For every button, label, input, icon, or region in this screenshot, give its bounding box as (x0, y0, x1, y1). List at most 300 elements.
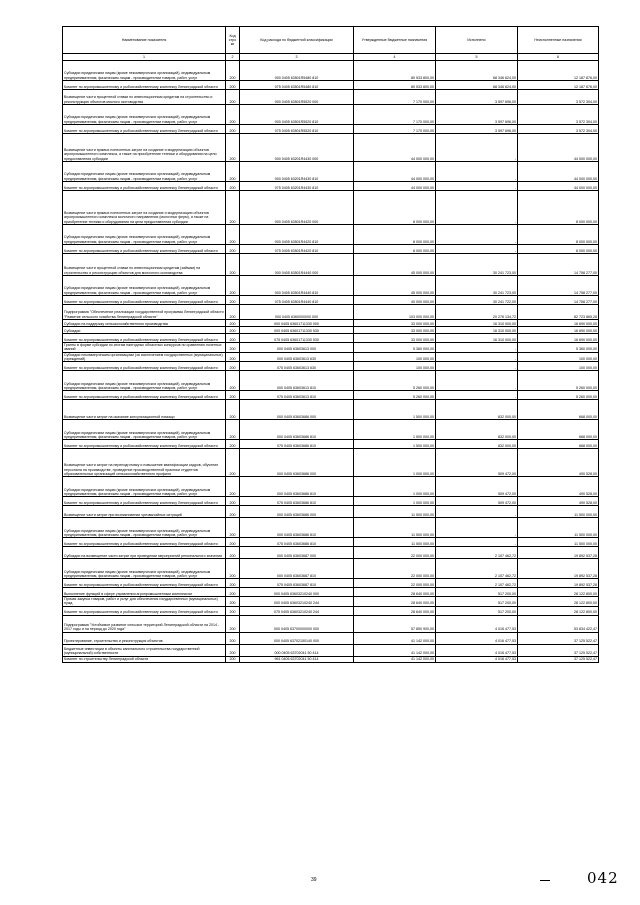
row-name-cell: Субсидии юридическим лицам (кроме некоммерческих организаций), индивидуальным предпринимателям, физическим лицам - производителям товаров, работ, услуг (63, 559, 226, 579)
row-executed-cell: - (436, 162, 518, 182)
row-remaining-cell: 44 000 000,00 (518, 162, 599, 182)
row-remaining-cell: 668 000,00 (518, 420, 599, 440)
row-kbk-cell: 000 0405 63501R4440 000 (240, 254, 354, 276)
table-row (63, 391, 599, 400)
row-approved-cell: 44 000 000,00 (354, 134, 436, 162)
table-header-row (63, 27, 599, 54)
row-kbk-cell: 000 0405 63603687 000 (240, 547, 354, 559)
row-remaining-cell: 100 000,00 (518, 362, 599, 371)
row-kbk-cell: 000 0405 63603686 810 (240, 477, 354, 497)
table-row (63, 506, 599, 518)
row-executed-cell: - (436, 182, 518, 191)
row-remaining-cell: 37 125 522,47 (518, 644, 599, 656)
row-approved-cell: 100 000,00 (354, 352, 436, 362)
row-line-code-cell: 200 (226, 538, 240, 547)
table-row (63, 245, 599, 254)
row-line-code-cell: 200 (226, 81, 240, 90)
row-name-cell: Возмещение части прямых понесенных затрат на создание и модернизацию объектов агропромышленного комплекса молочного направления (молочных ферм), а также на приобретение техники и оборудования на цели предоставления субсидии (63, 191, 226, 225)
row-kbk-cell: 075 0405 63603613 630 (240, 362, 354, 371)
row-remaining-cell: 44 000 000,00 (518, 134, 599, 162)
row-remaining-cell: 11 500 000,00 (518, 506, 599, 518)
row-name-cell: Комитет по агропромышленному и рыбохозяйственному комплексу Ленинградской области (63, 440, 226, 449)
row-name-cell: Субсидии некоммерческим организациям (за исключением государственных (муниципальных) учреждений) (63, 352, 226, 362)
row-name-cell: Возмещение части затрат на переподготовку и повышение квалификации кадров, обучение персонала на производстве, проведение производственной практики студентов образовательных организаций сельскохозяйственного профиля (63, 449, 226, 477)
row-remaining-cell: 490 528,00 (518, 449, 599, 477)
row-approved-cell: 103 000 000,00 (354, 305, 436, 320)
row-remaining-cell: 5 260 000,00 (518, 371, 599, 391)
row-name-cell: Субсидии юридическим лицам (кроме некоммерческих организаций), индивидуальным предпринимателям, физическим лицам - производителям товаров, работ, услуг (63, 518, 226, 538)
row-line-code-cell: 200 (226, 371, 240, 391)
row-executed-cell: - (436, 352, 518, 362)
report-sheet (62, 26, 598, 663)
row-remaining-cell: 3 572 304,00 (518, 105, 599, 125)
row-kbk-cell: 000 0405 63201R4430 000 (240, 134, 354, 162)
row-kbk-cell: 000 0405 63501R4440 810 (240, 276, 354, 296)
row-line-code-cell: 200 (226, 61, 240, 81)
row-line-code-cell: 200 (226, 352, 240, 362)
row-kbk-cell: 000 0405 63501R4420 810 (240, 225, 354, 245)
row-kbk-cell: 075 0405 63603686 810 (240, 440, 354, 449)
row-name-cell: Гранты в форме субсидии по итогам ежегодных областных конкурсов по сравнению почетных званий (63, 343, 226, 353)
row-line-code-cell: 200 (226, 276, 240, 296)
table-row (63, 371, 599, 391)
row-executed-cell: 517 200,00 (436, 597, 518, 607)
table-body (63, 61, 599, 663)
row-name-cell: Комитет по агропромышленному и рыбохозяйственному комплексу Ленинградской области (63, 579, 226, 588)
table-row (63, 134, 599, 162)
row-executed-cell: 3 597 696,00 (436, 90, 518, 105)
row-remaining-cell: 28 122 800,00 (518, 606, 599, 615)
table-row (63, 305, 599, 320)
table-row (63, 449, 599, 477)
table-row (63, 343, 599, 353)
row-line-code-cell: 200 (226, 506, 240, 518)
row-approved-cell: 33 000 000,00 (354, 327, 436, 334)
row-kbk-cell: 000 0405 63702150140 000 (240, 632, 354, 644)
row-name-cell: Бюджетные инвестиции в объекты капитального строительства государственной (муниципальной) собственности (63, 644, 226, 656)
row-remaining-cell: 100 000,00 (518, 352, 599, 362)
row-name-cell: Комитет по агропромышленному и рыбохозяйственному комплексу Ленинградской области (63, 125, 226, 134)
row-executed-cell: - (436, 225, 518, 245)
row-approved-cell: 1 500 000,00 (354, 400, 436, 420)
row-kbk-cell: 075 0405 63501R4440 810 (240, 296, 354, 305)
table-row (63, 320, 599, 327)
row-remaining-cell: 490 528,00 (518, 477, 599, 497)
row-line-code-cell: 200 (226, 320, 240, 327)
row-line-code-cell: 200 (226, 588, 240, 597)
header-remaining: Неисполненные назначения (518, 27, 599, 54)
row-name-cell: Субсидии юридическим лицам (кроме некоммерческих организаций), индивидуальным предпринимателям, физическим лицам - производителям товаров, работ, услуг (63, 371, 226, 391)
row-kbk-cell: 000 0405 63603686 810 (240, 420, 354, 440)
row-remaining-cell: 5 360 000,00 (518, 343, 599, 353)
row-kbk-cell: 000 0405 63603686 000 (240, 506, 354, 518)
row-approved-cell: 100 000,00 (354, 362, 436, 371)
row-remaining-cell: 490 528,00 (518, 497, 599, 506)
row-approved-cell: 45 000 000,00 (354, 276, 436, 296)
row-remaining-cell: 11 500 000,00 (518, 518, 599, 538)
row-approved-cell: 80 533 800,00 (354, 81, 436, 90)
row-approved-cell: 11 500 000,00 (354, 518, 436, 538)
row-remaining-cell: 28 122 800,00 (518, 597, 599, 607)
column-number: 4 (354, 54, 436, 61)
row-kbk-cell: 961 0405 63702041 50 414 (240, 656, 354, 662)
row-approved-cell: 40 000 000,00 (354, 296, 436, 305)
header-budget-classification-code: Код расхода по бюджетной классификации (240, 27, 354, 54)
table-row (63, 105, 599, 125)
table-row (63, 440, 599, 449)
row-remaining-cell: 14 758 277,00 (518, 254, 599, 276)
row-name-cell: Комитет по агропромышленному и рыбохозяйственному комплексу Ленинградской области (63, 362, 226, 371)
row-executed-cell: 4 016 477,53 (436, 656, 518, 662)
row-name-cell: Прочая закупка товаров, работ и услуг для обеспечения государственных (муниципальных) нужд (63, 597, 226, 607)
row-approved-cell: 22 000 000,00 (354, 579, 436, 588)
table-row (63, 125, 599, 134)
row-line-code-cell: 200 (226, 182, 240, 191)
row-executed-cell: 517 200,00 (436, 606, 518, 615)
row-name-cell: Субсидии на возмещение части затрат при проведении мероприятий регионального значения (63, 547, 226, 559)
row-executed-cell: - (436, 191, 518, 225)
column-number: 2 (226, 54, 240, 61)
row-executed-cell: - (436, 134, 518, 162)
row-line-code-cell: 200 (226, 547, 240, 559)
column-number: 5 (436, 54, 518, 61)
row-kbk-cell: 075 0405 63603687 810 (240, 579, 354, 588)
row-remaining-cell: 14 758 277,00 (518, 296, 599, 305)
row-approved-cell: 44 000 000,00 (354, 162, 436, 182)
row-executed-cell: - (436, 245, 518, 254)
row-name-cell: Комитет по агропромышленному и рыбохозяйственному комплексу Ленинградской области (63, 334, 226, 343)
row-kbk-cell: 000 0405 63603613 810 (240, 371, 354, 391)
row-remaining-cell: 5 260 000,00 (518, 391, 599, 400)
row-executed-cell: 68 346 624,00 (436, 61, 518, 81)
row-name-cell: Подпрограмма "Устойчивое развитие сельских территорий Ленинградской области на 2014 - 2017 годы и на период до 2020 года" (63, 615, 226, 632)
table-row (63, 606, 599, 615)
row-line-code-cell: 200 (226, 225, 240, 245)
table-row (63, 644, 599, 656)
row-kbk-cell: 000 0405 63603210240 000 (240, 588, 354, 597)
row-name-cell: Субсидии на поддержку сельскохозяйственного производства (63, 320, 226, 327)
table-row (63, 352, 599, 362)
row-kbk-cell: 000 0405 63603686 810 (240, 518, 354, 538)
table-row (63, 182, 599, 191)
row-line-code-cell: 200 (226, 105, 240, 125)
row-kbk-cell: 075 0405 63501R5520 810 (240, 125, 354, 134)
table-row (63, 477, 599, 497)
row-approved-cell: 41 142 000,00 (354, 656, 436, 662)
row-kbk-cell: 075 0405 63603613 810 (240, 391, 354, 400)
row-name-cell: Комитет по агропромышленному и рыбохозяйственному комплексу Ленинградской области (63, 245, 226, 254)
row-remaining-cell: 14 758 277,00 (518, 276, 599, 296)
row-approved-cell: 7 170 000,00 (354, 105, 436, 125)
row-kbk-cell: 075 0405 63501R5480 810 (240, 81, 354, 90)
table-row (63, 597, 599, 607)
row-line-code-cell: 200 (226, 125, 240, 134)
row-line-code-cell: 200 (226, 579, 240, 588)
footer-dash (540, 880, 550, 881)
header-executed: Исполнено (436, 27, 518, 54)
row-kbk-cell: 000 0405 63601711330 000 (240, 320, 354, 327)
row-executed-cell: 16 310 000,00 (436, 334, 518, 343)
row-kbk-cell: 000 0405 63501R4420 000 (240, 191, 354, 225)
row-remaining-cell: 8 000 000,00 (518, 245, 599, 254)
table-row (63, 656, 599, 662)
row-executed-cell: 509 472,00 (436, 497, 518, 506)
row-kbk-cell: 075 0405 63603686 810 (240, 538, 354, 547)
row-remaining-cell: 11 500 000,00 (518, 538, 599, 547)
header-indicator-name: Наименование показателя (63, 27, 226, 54)
row-approved-cell: 45 000 000,00 (354, 254, 436, 276)
row-executed-cell: 832 000,00 (436, 420, 518, 440)
row-approved-cell: 5 360 000,00 (354, 343, 436, 353)
row-executed-cell: 832 000,00 (436, 400, 518, 420)
row-kbk-cell: 000 0405 63603210240 244 (240, 597, 354, 607)
row-line-code-cell: 200 (226, 440, 240, 449)
row-executed-cell: - (436, 518, 518, 538)
table-row (63, 559, 599, 579)
table-row (63, 254, 599, 276)
row-line-code-cell: 200 (226, 305, 240, 320)
row-executed-cell: 16 310 000,00 (436, 320, 518, 327)
row-kbk-cell: 000 0405 63201R4430 810 (240, 162, 354, 182)
row-name-cell: Субсидии (63, 327, 226, 334)
row-executed-cell: 30 241 722,00 (436, 296, 518, 305)
row-kbk-cell: 000 0405 63702041 50 414 (240, 644, 354, 656)
table-row (63, 632, 599, 644)
row-line-code-cell: 200 (226, 362, 240, 371)
row-line-code-cell: 200 (226, 420, 240, 440)
page-footer (0, 868, 640, 898)
row-name-cell: Субсидии юридическим лицам (кроме некоммерческих организаций), индивидуальным предпринимателям, физическим лицам - производителям товаров, работ, услуг (63, 162, 226, 182)
row-name-cell: Субсидии юридическим лицам (кроме некоммерческих организаций), индивидуальным предпринимателям, физическим лицам - производителям товаров, работ, услуг (63, 105, 226, 125)
row-name-cell: Подпрограмма "Обеспечение реализации государственной программы Ленинградской области "Развитие сельского хозяйства Ленинградской области" (63, 305, 226, 320)
row-executed-cell: 2 107 462,72 (436, 559, 518, 579)
row-name-cell: Возмещение части затрат на оказание консультационной помощи (63, 400, 226, 420)
row-approved-cell: 8 000 000,00 (354, 191, 436, 225)
row-line-code-cell: 200 (226, 391, 240, 400)
row-name-cell: Субсидии юридическим лицам (кроме некоммерческих организаций), индивидуальным предпринимателям, физическим лицам - производителям товаров, работ, услуг (63, 477, 226, 497)
table-row (63, 579, 599, 588)
row-approved-cell: 28 640 000,00 (354, 588, 436, 597)
header-approved: Утвержденные бюджетные назначения (354, 27, 436, 54)
row-approved-cell: 22 000 000,00 (354, 547, 436, 559)
row-approved-cell: 80 533 800,00 (354, 61, 436, 81)
row-executed-cell: - (436, 362, 518, 371)
row-executed-cell: 20 276 134,72 (436, 305, 518, 320)
table-row (63, 362, 599, 371)
row-approved-cell: 41 142 000,00 (354, 644, 436, 656)
row-line-code-cell: 200 (226, 191, 240, 225)
row-remaining-cell: 668 000,00 (518, 400, 599, 420)
table-row (63, 225, 599, 245)
row-executed-cell: 3 597 696,00 (436, 105, 518, 125)
row-remaining-cell: 16 690 000,00 (518, 320, 599, 327)
row-kbk-cell: 000 0405 63700000000 000 (240, 615, 354, 632)
row-name-cell: Субсидии юридическим лицам (кроме некоммерческих организаций), индивидуальным предпринимателям, физическим лицам - производителям товаров, работ, услуг (63, 61, 226, 81)
row-name-cell: Возмещение части процентной ставки по инвестиционным кредитам на строительство и реконструкцию объектов мясного скотоводства (63, 90, 226, 105)
row-approved-cell: 11 500 000,00 (354, 506, 436, 518)
row-approved-cell: 41 142 000,00 (354, 632, 436, 644)
table-row (63, 296, 599, 305)
row-line-code-cell: 200 (226, 644, 240, 656)
table-row (63, 615, 599, 632)
row-line-code-cell: 200 (226, 90, 240, 105)
table-row (63, 538, 599, 547)
row-kbk-cell: 000 0405 63501R5520 000 (240, 90, 354, 105)
row-line-code-cell: 200 (226, 615, 240, 632)
row-remaining-cell: 8 000 000,00 (518, 225, 599, 245)
row-approved-cell: 1 500 000,00 (354, 440, 436, 449)
row-executed-cell: - (436, 391, 518, 400)
row-executed-cell: 3 597 696,00 (436, 125, 518, 134)
row-approved-cell: 33 000 000,00 (354, 334, 436, 343)
row-name-cell: Возмещение части затрат при возникновении чрезвычайных ситуаций (63, 506, 226, 518)
column-number: 1 (63, 54, 226, 61)
row-remaining-cell: 12 187 876,00 (518, 61, 599, 81)
table-row (63, 518, 599, 538)
row-executed-cell: - (436, 371, 518, 391)
row-name-cell: Комитет по агропромышленному и рыбохозяйственному комплексу Ленинградской области (63, 81, 226, 90)
row-line-code-cell: 200 (226, 632, 240, 644)
row-executed-cell: 4 016 477,53 (436, 644, 518, 656)
row-kbk-cell: 075 0405 63201R4430 810 (240, 182, 354, 191)
row-remaining-cell: 53 834 422,47 (518, 615, 599, 632)
row-remaining-cell: 3 572 304,00 (518, 125, 599, 134)
table-row (63, 497, 599, 506)
table-row (63, 327, 599, 334)
row-executed-cell: 832 000,00 (436, 440, 518, 449)
table-row (63, 547, 599, 559)
row-approved-cell: 33 000 000,00 (354, 320, 436, 327)
row-name-cell: Комитет по агропромышленному и рыбохозяйственному комплексу Ленинградской области (63, 182, 226, 191)
row-executed-cell: 509 472,00 (436, 477, 518, 497)
row-name-cell: Выполнение функций в сфере управления агропромышленным комплексом (63, 588, 226, 597)
row-name-cell: Комитет по агропромышленному и рыбохозяйственному комплексу Ленинградской области (63, 538, 226, 547)
table-row (63, 191, 599, 225)
row-kbk-cell: 000 0405 63603686 000 (240, 449, 354, 477)
row-name-cell: Субсидии юридическим лицам (кроме некоммерческих организаций), индивидуальным предпринимателям, физическим лицам - производителям товаров, работ, услуг (63, 420, 226, 440)
row-line-code-cell: 200 (226, 254, 240, 276)
row-line-code-cell: 200 (226, 134, 240, 162)
row-line-code-cell: 200 (226, 559, 240, 579)
row-line-code-cell: 200 (226, 162, 240, 182)
row-kbk-cell: 075 0405 63501R4420 810 (240, 245, 354, 254)
row-executed-cell: 16 310 000,00 (436, 327, 518, 334)
row-kbk-cell: 075 0405 63601711330 530 (240, 334, 354, 343)
row-name-cell: Комитет по агропромышленному и рыбохозяйственному комплексу Ленинградской области (63, 296, 226, 305)
handwritten-stamp-number: 042 (587, 869, 619, 887)
row-executed-cell: 4 016 477,53 (436, 632, 518, 644)
page-number: 39 (311, 877, 317, 883)
row-approved-cell: 28 640 000,00 (354, 597, 436, 607)
row-executed-cell: 517 200,00 (436, 588, 518, 597)
row-line-code-cell: 200 (226, 606, 240, 615)
row-remaining-cell: 16 690 000,00 (518, 334, 599, 343)
row-name-cell: Субсидии юридическим лицам (кроме некоммерческих организаций), индивидуальным предпринимателям, физическим лицам - производителям товаров, работ, услуг (63, 225, 226, 245)
column-number-row (63, 54, 599, 61)
row-approved-cell: 8 000 000,00 (354, 245, 436, 254)
row-kbk-cell: 000 0405 63603613 630 (240, 352, 354, 362)
row-executed-cell: 509 472,00 (436, 449, 518, 477)
row-executed-cell: 30 241 723,00 (436, 254, 518, 276)
row-line-code-cell: 200 (226, 296, 240, 305)
row-line-code-cell: 200 (226, 477, 240, 497)
column-number: 6 (518, 54, 599, 61)
row-executed-cell: 68 346 624,00 (436, 81, 518, 90)
row-executed-cell: - (436, 343, 518, 353)
row-approved-cell: 44 000 000,00 (354, 182, 436, 191)
row-remaining-cell: 12 187 676,00 (518, 81, 599, 90)
row-remaining-cell: 82 723 865,28 (518, 305, 599, 320)
row-kbk-cell: 000 0405 6360000000 000 (240, 305, 354, 320)
row-approved-cell: 22 000 000,00 (354, 559, 436, 579)
row-remaining-cell: 37 125 522,47 (518, 656, 599, 662)
row-kbk-cell: 000 0405 63603686 000 (240, 400, 354, 420)
row-name-cell: Комитет по строительству Ленинградской области (63, 656, 226, 662)
table-row (63, 420, 599, 440)
row-line-code-cell: 200 (226, 449, 240, 477)
row-line-code-cell: 200 (226, 656, 240, 662)
row-name-cell: Субсидии юридическим лицам (кроме некоммерческих организаций), индивидуальным предпринимателям, физическим лицам - производителям товаров, работ, услуг (63, 276, 226, 296)
row-line-code-cell: 200 (226, 518, 240, 538)
row-remaining-cell: 28 122 800,00 (518, 588, 599, 597)
row-executed-cell: 2 107 462,72 (436, 579, 518, 588)
table-row (63, 334, 599, 343)
row-approved-cell: 57 850 900,00 (354, 615, 436, 632)
row-line-code-cell: 200 (226, 334, 240, 343)
budget-execution-table (62, 26, 599, 663)
row-name-cell: Проектирование, строительство и реконструкция объектов (63, 632, 226, 644)
row-remaining-cell: 19 892 537,28 (518, 559, 599, 579)
row-executed-cell: 4 016 477,53 (436, 615, 518, 632)
row-kbk-cell: 000 0405 63601711330 530 (240, 327, 354, 334)
row-remaining-cell: 668 000,00 (518, 440, 599, 449)
row-approved-cell: 1 000 000,00 (354, 477, 436, 497)
row-name-cell: Комитет по агропромышленному и рыбохозяйственному комплексу Ленинградской области (63, 497, 226, 506)
row-line-code-cell: 200 (226, 245, 240, 254)
row-kbk-cell: 075 0405 63603210240 244 (240, 606, 354, 615)
row-approved-cell: 7 170 000,00 (354, 90, 436, 105)
row-remaining-cell: 16 690 000,00 (518, 327, 599, 334)
row-approved-cell: 28 640 000,00 (354, 606, 436, 615)
row-name-cell: Комитет по агропромышленному и рыбохозяйственному комплексу Ленинградской области (63, 606, 226, 615)
row-name-cell: Комитет по агропромышленному и рыбохозяйственному комплексу Ленинградской области (63, 391, 226, 400)
table-row (63, 90, 599, 105)
row-kbk-cell: 000 0405 63603687 810 (240, 559, 354, 579)
row-line-code-cell: 200 (226, 343, 240, 353)
header-line-code: Код стро ки (226, 27, 240, 54)
table-row (63, 61, 599, 81)
table-row (63, 400, 599, 420)
row-approved-cell: 7 170 000,00 (354, 125, 436, 134)
row-approved-cell: 1 500 000,00 (354, 420, 436, 440)
row-kbk-cell: 075 0405 63603686 810 (240, 497, 354, 506)
row-remaining-cell: 19 892 537,28 (518, 579, 599, 588)
row-approved-cell: 1 000 000,00 (354, 497, 436, 506)
row-approved-cell: 8 000 000,00 (354, 225, 436, 245)
row-remaining-cell: 37 125 522,47 (518, 632, 599, 644)
row-line-code-cell: 200 (226, 597, 240, 607)
row-name-cell: Возмещение части процентной ставки по инвестиционным кредитам (займам) на строительство и реконструкцию объектов для молочного скотоводства (63, 254, 226, 276)
row-approved-cell: 1 000 000,00 (354, 449, 436, 477)
row-approved-cell: 5 260 000,00 (354, 371, 436, 391)
row-remaining-cell: 3 572 304,00 (518, 90, 599, 105)
row-approved-cell: 5 260 000,00 (354, 391, 436, 400)
column-number: 3 (240, 54, 354, 61)
row-remaining-cell: 8 000 000,00 (518, 191, 599, 225)
table-row (63, 588, 599, 597)
table-row (63, 276, 599, 296)
row-name-cell: Возмещение части прямых понесенных затрат на создание и модернизацию объектов агропромышленного комплекса, а также на приобретение техники и оборудования на цели предоставления субсидии (63, 134, 226, 162)
